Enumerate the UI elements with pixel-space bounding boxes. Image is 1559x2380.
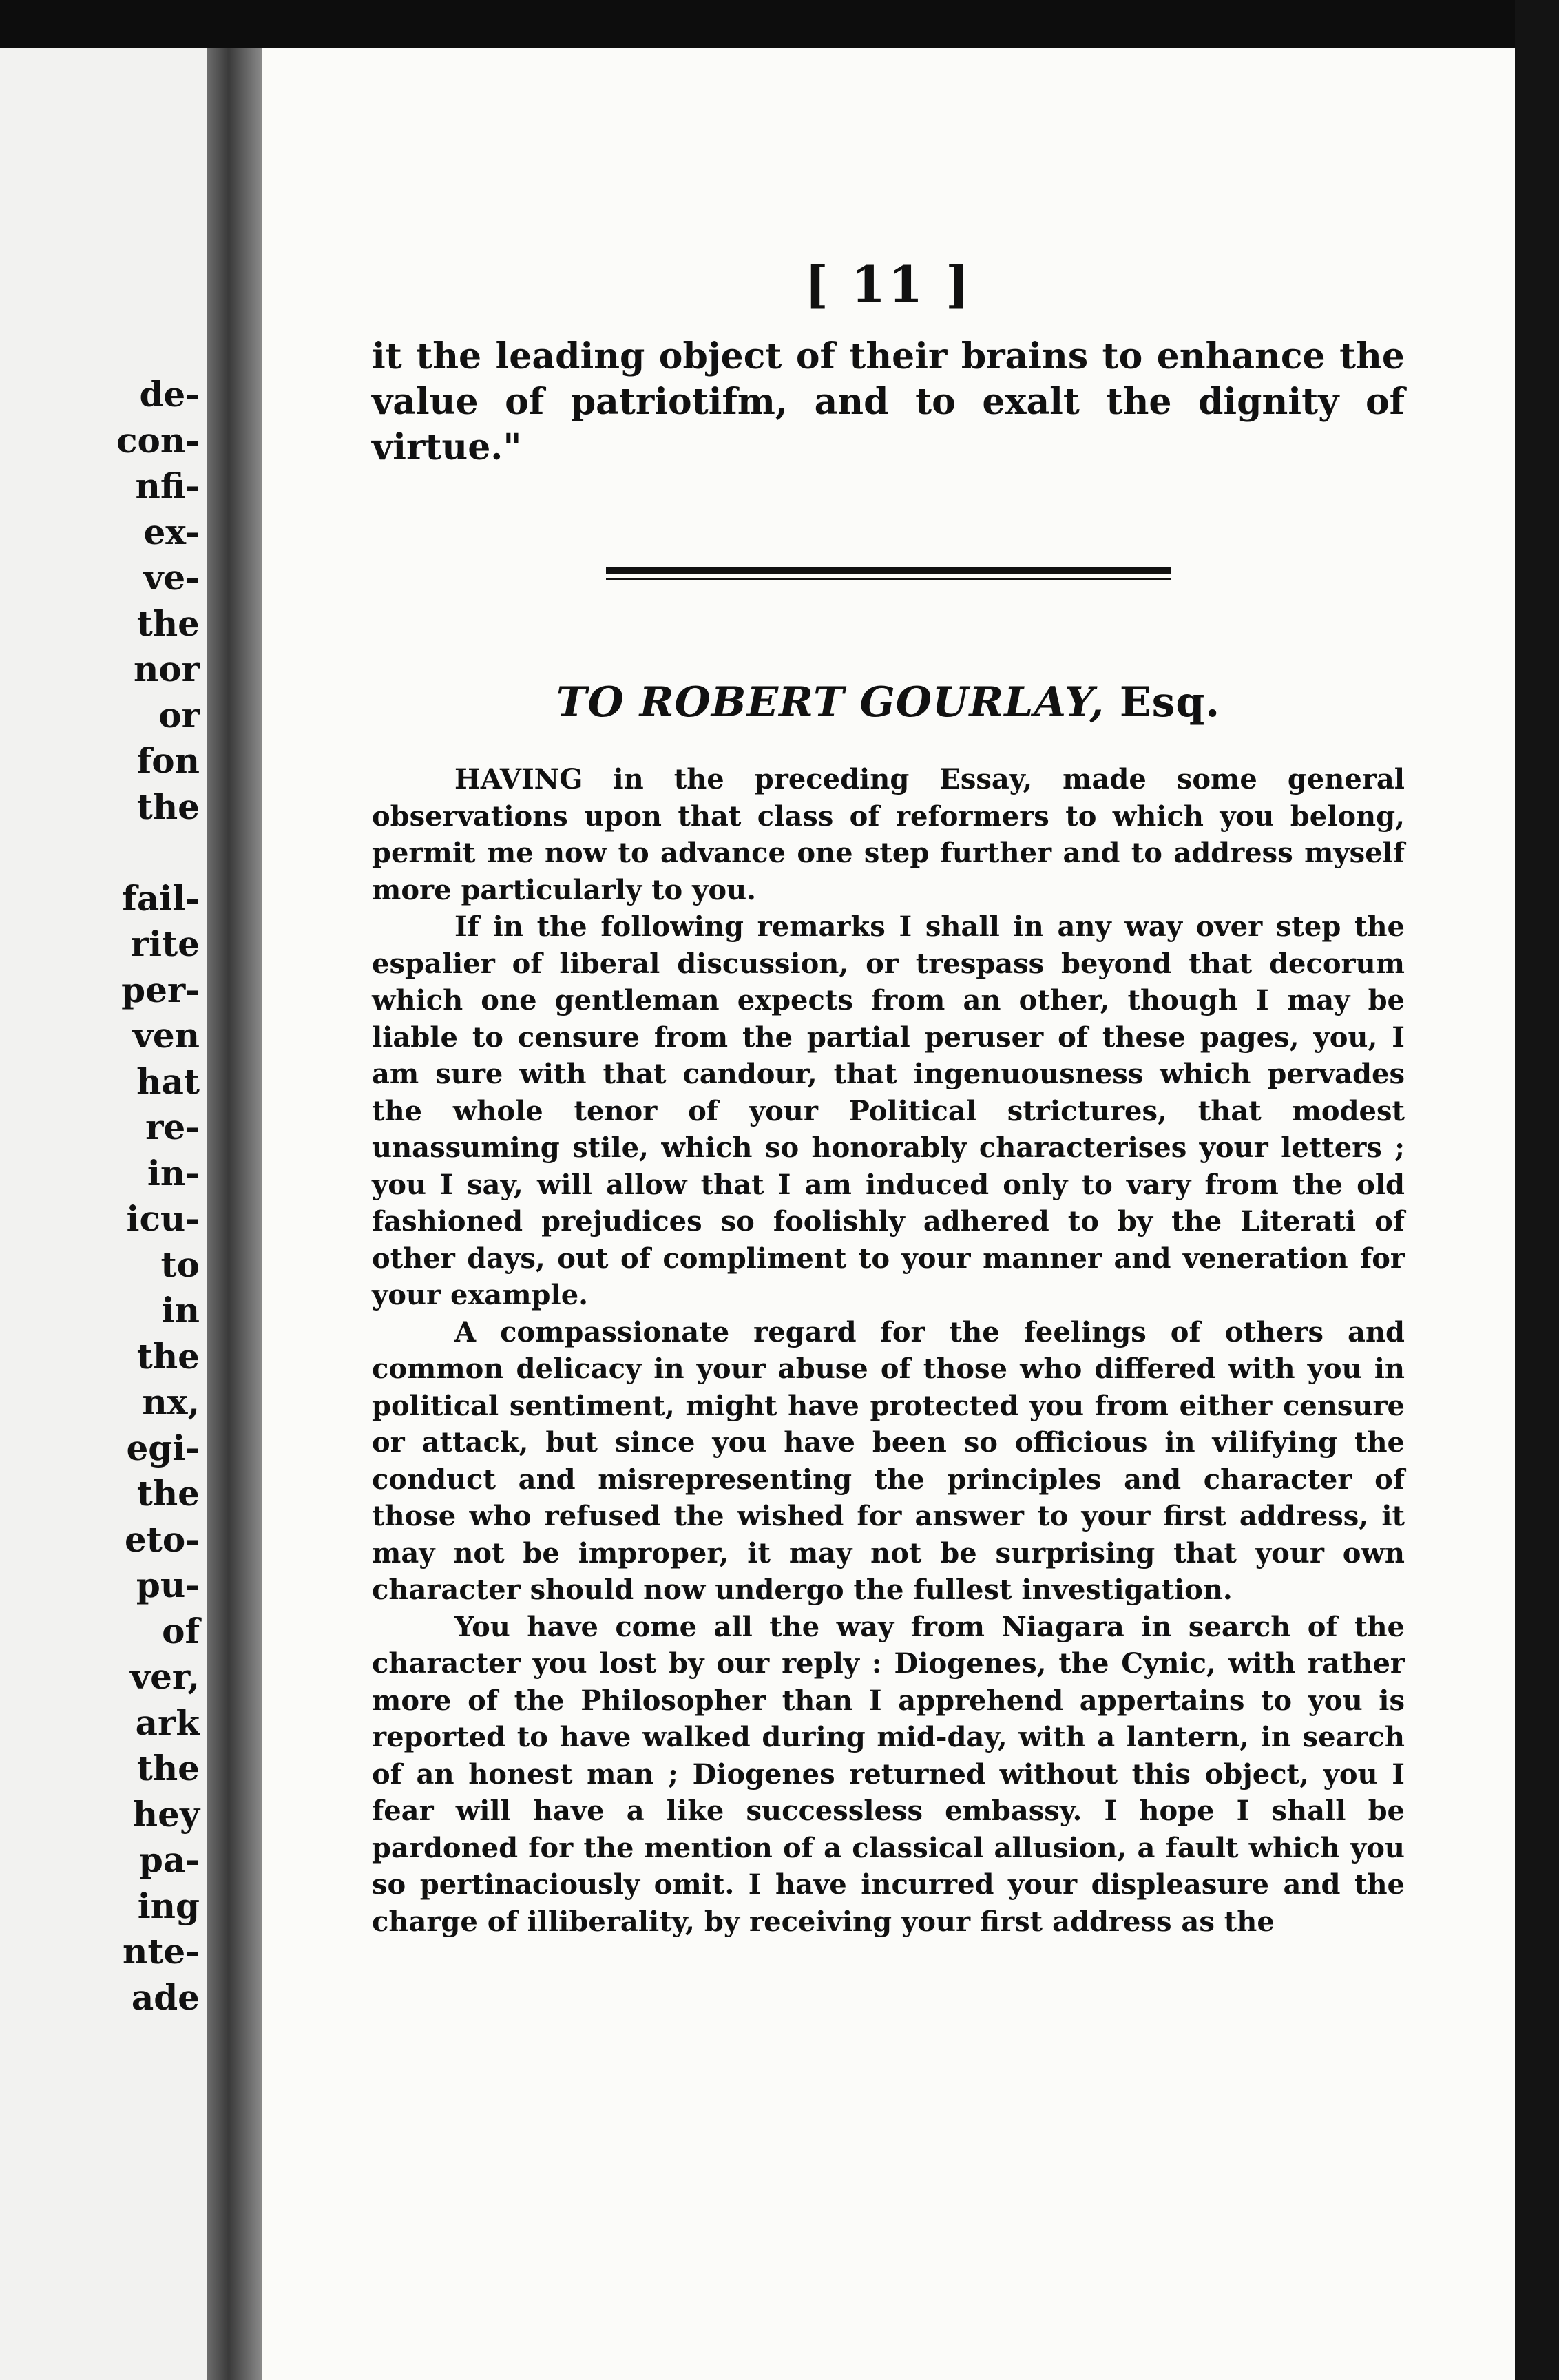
facing-page-fragment: ex- xyxy=(143,511,200,552)
page-number: [ 11 ] xyxy=(804,255,972,313)
facing-page-fragment: hat xyxy=(136,1061,200,1102)
facing-page-fragment: icu- xyxy=(126,1198,200,1239)
facing-page-text-fragments xyxy=(7,372,200,2021)
facing-page-fragment: ing xyxy=(137,1885,200,1926)
opening-text: it the leading object of their brains to enhance the value of patriotifm, and to exalt the dignity of virtue." xyxy=(372,335,1405,468)
facing-page-fragment: ver, xyxy=(130,1656,200,1697)
facing-page-fragment: fail- xyxy=(122,877,200,919)
heading-esq: Esq. xyxy=(1119,678,1221,727)
facing-page-fragment: eto- xyxy=(124,1518,200,1560)
facing-page-fragment: egi- xyxy=(126,1427,200,1468)
facing-page-fragment: con- xyxy=(116,419,200,461)
facing-page-fragment: pa- xyxy=(138,1839,200,1880)
facing-page-fragment: nor xyxy=(133,649,200,689)
facing-page-fragment: pu- xyxy=(136,1565,200,1605)
facing-page-fragment: hey xyxy=(132,1793,200,1835)
book-gutter xyxy=(207,48,262,2380)
scan-top-edge xyxy=(0,0,1559,48)
facing-page-fragment: the xyxy=(136,786,200,827)
facing-page-fragment: or xyxy=(158,694,200,735)
facing-page-fragment: in- xyxy=(147,1152,200,1193)
facing-page-fragment: ade xyxy=(131,1976,200,2018)
facing-page-fragment: ven xyxy=(132,1015,200,1056)
facing-page-fragment: re- xyxy=(145,1107,200,1147)
section-divider-rule xyxy=(606,567,1171,582)
facing-page-fragment: per- xyxy=(121,969,200,1010)
page-content xyxy=(372,255,1405,1940)
facing-page-fragment: to xyxy=(160,1244,200,1285)
paragraph-2: If in the following remarks I shall in any way over step the espalier of liberal discussion, or trespass beyond that decorum which one gentleman expects from an other, though I may be liable to censure from the partial peruser of these pages, you, I am sure with that candour, that ingenuousness which pervades the whole tenor of your Political strictures, that modest unassuming stile, which so honorably characterises your letters ; you I say, will allow that I am induced only to vary from the old fashioned prejudices so foolishly adhered to by the Literati of other days, out of compliment to your manner and veneration for your example. xyxy=(372,910,1405,1311)
paragraph-4: You have come all the way from Niagara in search of the character you lost by our reply : Diogenes, the Cynic, with rather more of the Philosopher than I apprehend appertains to you is reported to have walked during mid-day, with a lantern, in search of an honest man ; Diogenes returned without this object, you I fear will have a like successless embassy. I hope I shall be pardoned for the mention of a classical allusion, a fault which you so pertinaciously omit. I have incurred your displeasure and the charge of illiberality, by receiving your first address as the xyxy=(372,1610,1405,1938)
page-11 xyxy=(262,48,1515,2380)
facing-page-fragment: in xyxy=(161,1290,200,1330)
facing-page-fragment: of xyxy=(162,1610,200,1651)
facing-page-fragment: de- xyxy=(139,374,200,415)
facing-page-fragment: the xyxy=(136,1748,200,1788)
paragraph-3: A compassionate regard for the feelings of others and common delicacy in your abuse of those who differed with you in political sentiment, might have protected you from either censure or attack, but since you have been so officious in vilifying the conduct and misrepresenting the principles and character of those who refused the wished for answer to your first address, it may not be improper, it may not be surprising that your own character should now undergo the fullest investigation. xyxy=(372,1315,1405,1606)
heading-addressee: TO ROBERT GOURLAY, xyxy=(556,678,1105,727)
facing-page-fragment: the xyxy=(136,603,200,644)
facing-page-fragment: ark xyxy=(135,1702,200,1743)
facing-page-fragment: nfi- xyxy=(135,466,200,506)
facing-page-fragment: the xyxy=(136,1473,200,1514)
letter-heading xyxy=(372,678,1405,727)
facing-page-fragment: fon xyxy=(136,740,200,781)
scan-right-edge xyxy=(1515,0,1559,2380)
facing-page-fragment: nx, xyxy=(142,1381,200,1422)
facing-page-fragment: nte- xyxy=(122,1931,200,1972)
facing-page-fragment: rite xyxy=(130,923,200,964)
paragraph-1: HAVING in the preceding Essay, made some general observations upon that class of reformers to which you belong, permit me now to advance one step further and to address myself more particularly to you. xyxy=(372,763,1405,906)
facing-page-fragment: ve- xyxy=(143,557,200,598)
facing-page-fragment xyxy=(7,830,200,876)
facing-page-fragment: the xyxy=(136,1335,200,1377)
